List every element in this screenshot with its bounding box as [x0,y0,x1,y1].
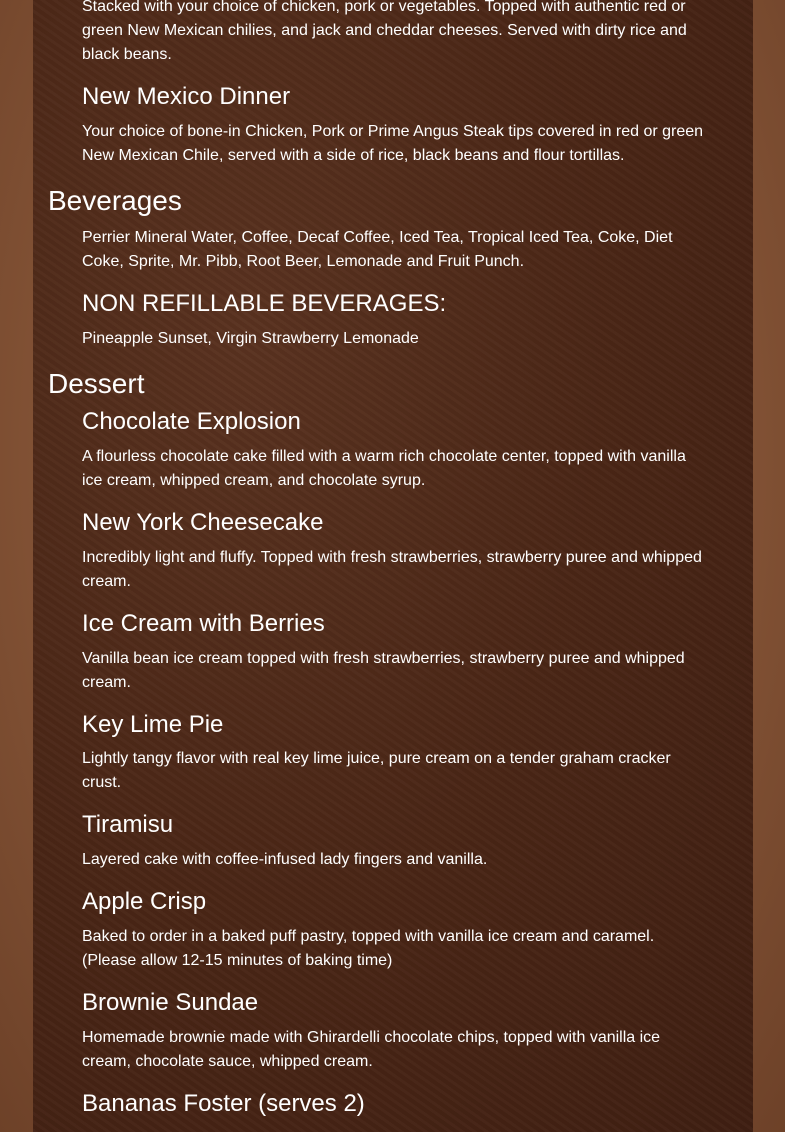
dessert-item-title: Ice Cream with Berries [82,610,325,637]
dessert-item-title: Chocolate Explosion [82,408,301,435]
dessert-item-description: Vanilla bean ice cream topped with fresh strawberries, strawberry puree and whipped cream. [82,650,685,691]
dessert-item-title: Bananas Foster (serves 2) [82,1090,365,1117]
dessert-item-description: Homemade brownie made with Ghirardelli chocolate chips, topped with vanilla ice cream, chocolate sauce, whipped cream. [82,1029,661,1070]
dessert-item-description: Lightly tangy flavor with real key lime juice, pure cream on a tender graham cracker crust. [82,750,671,791]
dessert-item-description: Incredibly light and fluffy. Topped with fresh strawberries, strawberry puree and whipped cream. [82,549,702,590]
dessert-item-title: New York Cheesecake [82,509,324,536]
non-refillable-title: NON REFILLABLE BEVERAGES: [82,290,447,317]
section-title-dessert: Dessert [48,368,145,399]
item-description: Your choice of bone-in Chicken, Pork or Prime Angus Steak tips covered in red or green New Mexican Chile, served with a side of rice, black beans and flour tortillas. [82,123,704,164]
dessert-item-description: Baked to order in a baked puff pastry, topped with vanilla ice cream and caramel. (Please allow 12-15 minutes of baking time) [82,928,655,969]
item-title: New Mexico Dinner [82,83,291,110]
beverages-description: Perrier Mineral Water, Coffee, Decaf Coffee, Iced Tea, Tropical Iced Tea, Coke, Diet Coke, Sprite, Mr. Pibb, Root Beer, Lemonade and Fruit Punch. [82,229,673,270]
dessert-item-title: Apple Crisp [82,888,207,915]
menu-panel [33,0,753,1132]
dessert-item-title: Key Lime Pie [82,711,224,738]
dessert-item-description: A flourless chocolate cake filled with a warm rich chocolate center, topped with vanilla ice cream, whipped cream, and chocolate syrup. [82,448,686,489]
section-title-beverages: Beverages [48,185,182,216]
dessert-item-description: Layered cake with coffee-infused lady fingers and vanilla. [82,851,488,868]
dessert-item-title: Brownie Sundae [82,989,259,1016]
non-refillable-description: Pineapple Sunset, Virgin Strawberry Lemonade [82,330,419,347]
item-description: Stacked with your choice of chicken, pork or vegetables. Topped with authentic red or green New Mexican chilies, and jack and cheddar cheeses. Served with dirty rice and black beans. [82,0,687,63]
dessert-item-title: Tiramisu [82,811,174,838]
